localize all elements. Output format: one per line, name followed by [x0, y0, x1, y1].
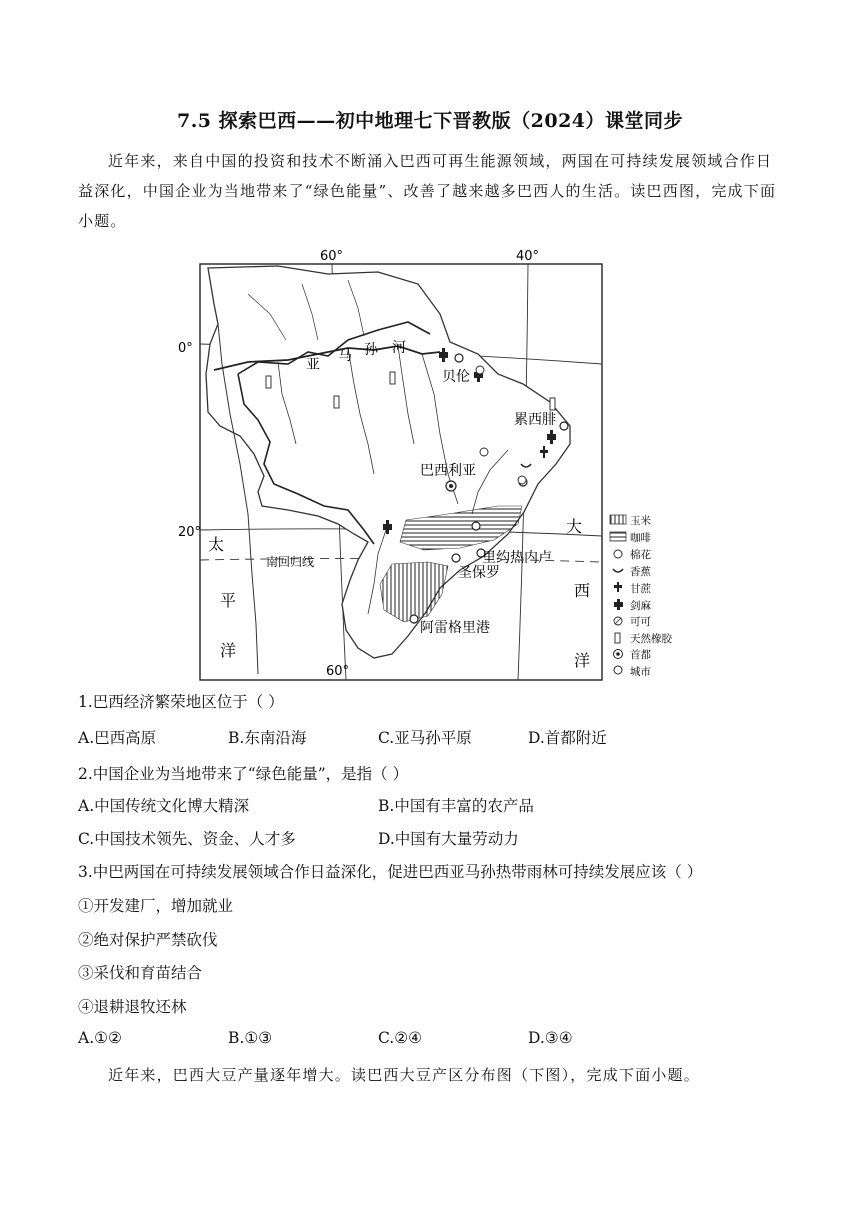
- atlantic-char-3: 洋: [574, 651, 591, 670]
- city-marker-belem: [455, 354, 463, 362]
- legend-cotton-icon: [614, 550, 622, 558]
- q1-option-b[interactable]: B.东南沿海: [228, 729, 307, 747]
- q3-item-2: ②绝对保护严禁砍伐: [78, 931, 218, 949]
- q2-option-a[interactable]: A.中国传统文化博大精深: [78, 797, 250, 815]
- legend-coffee: 咖啡: [630, 532, 651, 544]
- q3-item-1: ①开发建厂，增加就业: [78, 897, 234, 915]
- q3-item-4: ④退耕退牧还林: [78, 998, 187, 1016]
- q3-option-d[interactable]: D.③④: [528, 1029, 573, 1047]
- city-marker-sao-paulo: [452, 554, 460, 562]
- question-1-stem: 1.巴西经济繁荣地区位于（ ）: [78, 693, 284, 711]
- city-marker-other: [472, 522, 480, 530]
- legend-corn: 玉米: [630, 515, 651, 527]
- city-marker-recife: [560, 422, 568, 430]
- lon-label-40: 40°: [516, 249, 540, 264]
- lat-label-0: 0°: [178, 341, 193, 356]
- legend-cotton: 棉花: [630, 549, 651, 561]
- legend-sugarcane-icon: [614, 582, 622, 592]
- q2-option-d[interactable]: D.中国有大量劳动力: [378, 830, 519, 848]
- pacific-char-3: 洋: [220, 641, 237, 660]
- lon-label-60: 60°: [320, 249, 344, 264]
- rubber-symbol-4: [550, 398, 555, 410]
- legend-capital: 首都: [630, 649, 651, 661]
- legend-banana: 香蕉: [630, 566, 651, 578]
- q3-option-c[interactable]: C.②④: [378, 1029, 423, 1047]
- pacific-char-1: 太: [208, 535, 225, 554]
- atlantic-char-1: 大: [566, 517, 583, 536]
- capital-dot: [449, 484, 453, 488]
- legend-sugarcane: 甘蔗: [630, 583, 651, 595]
- legend-city: 城市: [630, 666, 651, 678]
- q3-option-a[interactable]: A.①②: [78, 1029, 122, 1047]
- brazil-map: [178, 244, 698, 684]
- cocoa-symbol: [518, 476, 526, 484]
- tropic-label: 南回归线: [266, 555, 315, 569]
- river-char-2: 马: [338, 348, 352, 364]
- rubber-symbol-3: [334, 396, 339, 408]
- city-label-brasilia: 巴西利亚: [420, 463, 476, 479]
- q1-option-d[interactable]: D.首都附近: [528, 729, 607, 747]
- legend-coffee-swatch: [610, 532, 626, 541]
- legend-sisal: 剑麻: [630, 600, 651, 612]
- cotton-symbol: [476, 366, 484, 374]
- q3-option-b[interactable]: B.①③: [228, 1029, 273, 1047]
- page-title: 7.5 探索巴西——初中地理七下晋教版（2024）课堂同步: [176, 110, 684, 132]
- atlantic-char-2: 西: [574, 581, 591, 600]
- pacific-char-2: 平: [220, 591, 237, 610]
- cotton-symbol-2: [480, 448, 488, 456]
- lat-label-20: 20°: [178, 525, 202, 540]
- legend-city-icon: [614, 666, 622, 674]
- river-char-4: 河: [392, 340, 406, 356]
- question-2-stem: 2.中国企业为当地带来了“绿色能量”，是指（ ）: [78, 765, 409, 783]
- city-label-rio: 里约热内卢: [482, 550, 552, 566]
- legend-banana-icon: [613, 569, 623, 572]
- rubber-symbol-2: [390, 372, 395, 384]
- rubber-symbol-1: [266, 376, 271, 388]
- q2-option-b[interactable]: B.中国有丰富的农产品: [378, 797, 534, 815]
- intro-paragraph: 近年来，来自中国的投资和技术不断涌入巴西可再生能源领域，两国在可持续发展领域合作日益深化，中国企业为当地带来了“绿色能量”、改善了越来越多巴西人的生活。读巴西图，完成下面小题。: [78, 152, 777, 230]
- legend-cocoa: 可可: [630, 616, 651, 628]
- map-legend: [610, 514, 672, 678]
- city-label-recife: 累西腓: [514, 412, 556, 428]
- city-marker-porto-alegre: [410, 615, 418, 623]
- legend-rubber: 天然橡胶: [630, 633, 672, 645]
- legend-corn-swatch: [610, 515, 626, 524]
- city-label-sao-paulo: 圣保罗: [458, 565, 500, 581]
- q2-option-c[interactable]: C.中国技术领先、资金、人才多: [78, 830, 296, 848]
- city-label-belem: 贝伦: [442, 369, 470, 385]
- river-char-3: 孙: [364, 342, 378, 358]
- river-char-1: 亚: [306, 357, 320, 373]
- q3-item-3: ③采伐和育苗结合: [78, 964, 203, 982]
- legend-rubber-icon: [615, 633, 620, 643]
- outro-paragraph: 近年来，巴西大豆产量逐年增大。读巴西大豆产区分布图（下图），完成下面小题。: [108, 1066, 700, 1084]
- legend-sisal-icon: [614, 599, 623, 610]
- city-label-porto-alegre: 阿雷格里港: [420, 620, 490, 636]
- lon-label-60-bottom: 60°: [326, 664, 350, 679]
- q1-option-c[interactable]: C.亚马孙平原: [378, 729, 472, 747]
- q1-option-a[interactable]: A.巴西高原: [78, 729, 157, 747]
- question-3-stem: 3.中巴两国在可持续发展领域合作日益深化，促进巴西亚马孙热带雨林可持续发展应该（ ）: [78, 863, 703, 881]
